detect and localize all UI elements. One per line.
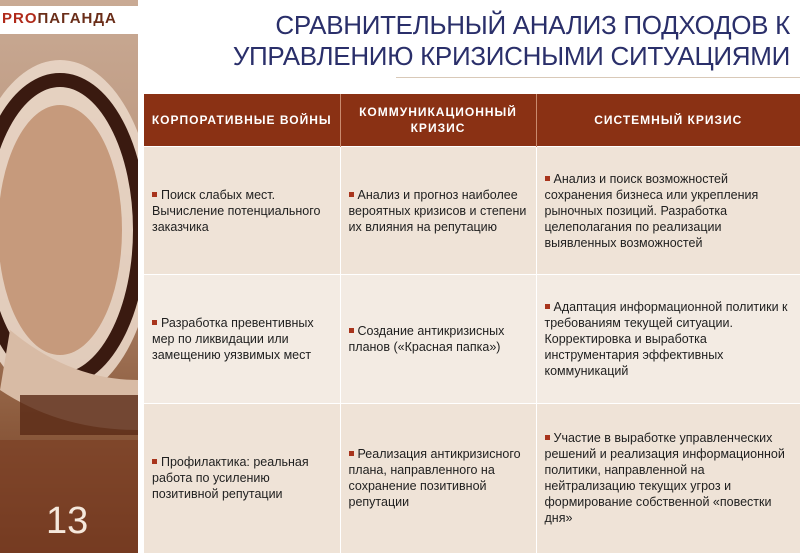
- table-cell: Реализация антикризисного плана, направленного на сохранение позитивной репутации: [340, 403, 536, 553]
- table-cell: Профилактика: реальная работа по усилению позитивной репутации: [144, 403, 340, 553]
- table-cell: Адаптация информационной политики к требованиям текущей ситуации. Корректировка и выработка инструментария эффективных коммуникаций: [536, 275, 800, 403]
- square-bullet-icon: [545, 176, 550, 181]
- table-row: [144, 275, 800, 403]
- square-bullet-icon: [545, 435, 550, 440]
- table-cell: Анализ и прогноз наиболее вероятных кризисов и степени их влияния на репутацию: [340, 147, 536, 275]
- brand-logo: PROПАГАНДА: [0, 6, 138, 34]
- megaphone-panel: [0, 0, 138, 553]
- table-cell: Поиск слабых мест. Вычисление потенциального заказчика: [144, 147, 340, 275]
- square-bullet-icon: [152, 459, 157, 464]
- table-row: [144, 147, 800, 275]
- table-cell: Участие в выработке управленческих решений и реализация информационной политики, направленной на нейтрализацию текущих угроз и формирование собственной «повестки дня»: [536, 403, 800, 553]
- header-communication-crisis: КОММУНИКАЦИОННЫЙ КРИЗИС: [340, 94, 536, 147]
- square-bullet-icon: [545, 304, 550, 309]
- page-title: СРАВНИТЕЛЬНЫЙ АНАЛИЗ ПОДХОДОВ К УПРАВЛЕНИЮ КРИЗИСНЫМИ СИТУАЦИЯМИ: [232, 10, 790, 71]
- header-corporate-wars: КОРПОРАТИВНЫЕ ВОЙНЫ: [144, 94, 340, 147]
- table-header-row: [144, 94, 800, 147]
- table-cell: Анализ и поиск возможностей сохранения бизнеса или укрепления рыночных позиций. Разработка целеполагания по реализации выявленных возможностей: [536, 147, 800, 275]
- table-cell: Разработка превентивных мер по ликвидации или замещению уязвимых мест: [144, 275, 340, 403]
- square-bullet-icon: [152, 192, 157, 197]
- square-bullet-icon: [152, 320, 157, 325]
- comparison-table: [144, 94, 800, 553]
- table-row: [144, 403, 800, 553]
- square-bullet-icon: [349, 328, 354, 333]
- square-bullet-icon: [349, 451, 354, 456]
- slide-number: 13: [46, 500, 89, 542]
- square-bullet-icon: [349, 192, 354, 197]
- title-divider: [396, 77, 800, 78]
- megaphone-illustration-icon: [0, 0, 138, 553]
- header-system-crisis: СИСТЕМНЫЙ КРИЗИС: [536, 94, 800, 147]
- table-cell: Создание антикризисных планов («Красная папка»): [340, 275, 536, 403]
